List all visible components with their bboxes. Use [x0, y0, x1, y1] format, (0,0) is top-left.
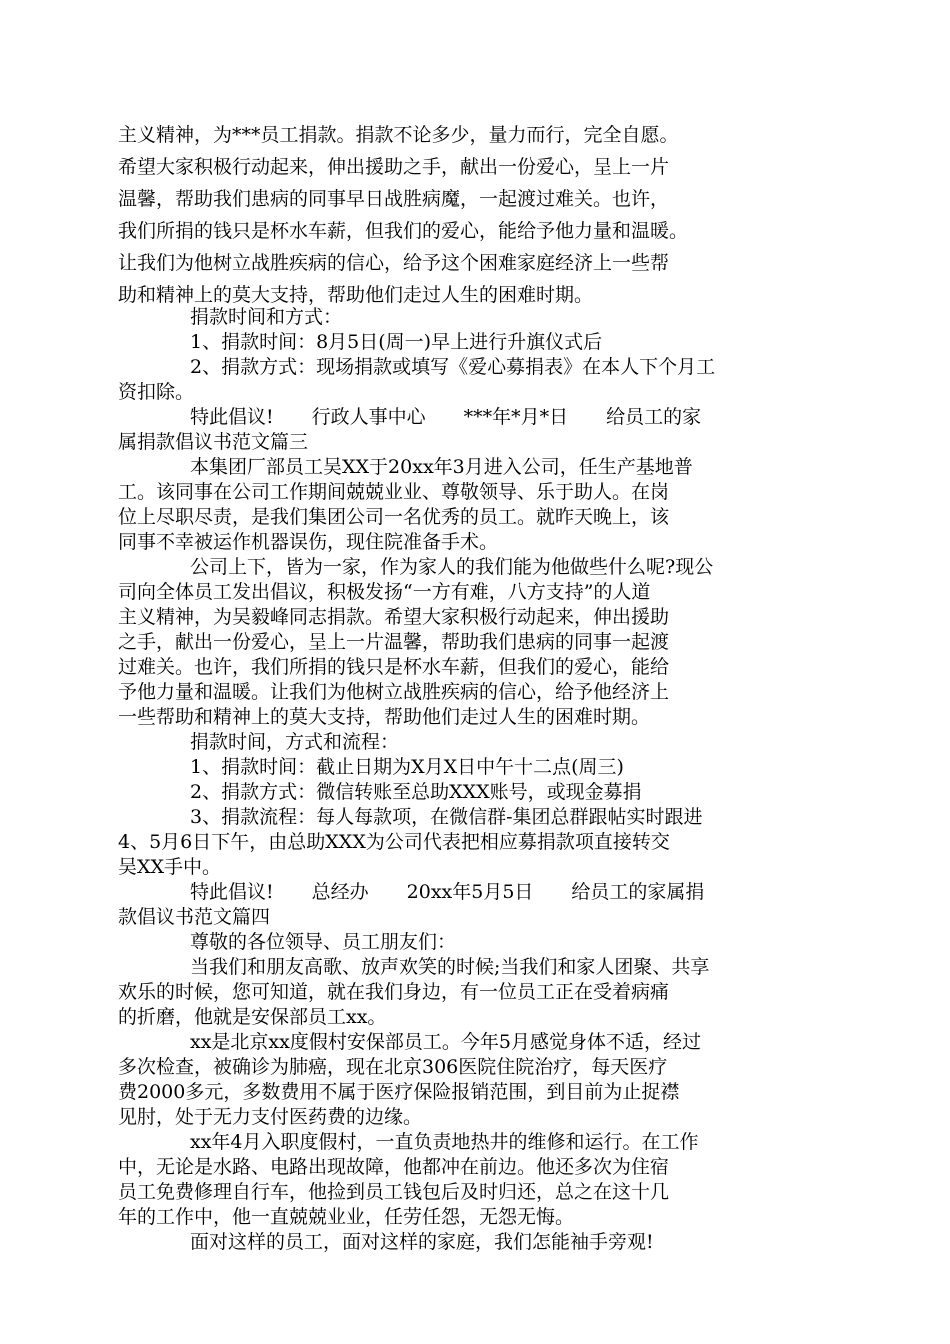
- text-line: 特此倡议! 总经办 20xx年5月5日 给员工的家属捐: [190, 881, 705, 903]
- text-line: xx年4月入职度假村，一直负责地热井的维修和运行。在工作: [190, 1131, 699, 1153]
- text-line: 主义精神，为***员工捐款。捐款不论多少，量力而行，完全自愿。: [118, 124, 679, 146]
- text-line: 资扣除。: [118, 381, 195, 403]
- text-line: 希望大家积极行动起来，伸出援助之手，献出一份爱心，呈上一片: [118, 156, 670, 178]
- text-line: 助和精神上的莫大支持，帮助他们走过人生的困难时期。: [118, 284, 594, 306]
- text-line: 的折磨，他就是安保部员工xx。: [118, 1006, 387, 1028]
- text-line: 之手，献出一份爱心，呈上一片温馨，帮助我们患病的同事一起渡: [118, 631, 670, 653]
- text-line: 吴XX手中。: [118, 856, 222, 878]
- text-line: 中，无论是水路、电路出现故障，他都冲在前边。他还多次为住宿: [118, 1156, 670, 1178]
- text-line: 款倡议书范文篇四: [118, 906, 271, 928]
- text-line: 捐款时间和方式：: [190, 306, 343, 328]
- text-line: 予他力量和温暖。让我们为他树立战胜疾病的信心，给予他经济上: [118, 681, 670, 703]
- text-line: 4、5月6日下午，由总助XXX为公司代表把相应募捐款项直接转交: [118, 831, 670, 853]
- text-line: 尊敬的各位领导、员工朋友们：: [190, 931, 457, 953]
- text-line: 2、捐款方式：微信转账至总助XXX账号，或现金募捐: [190, 781, 642, 803]
- text-line: 一些帮助和精神上的莫大支持，帮助他们走过人生的困难时期。: [118, 706, 651, 728]
- text-line: 温馨，帮助我们患病的同事早日战胜病魔，一起渡过难关。也许，: [118, 188, 670, 210]
- text-line: 见肘，处于无力支付医药费的边缘。: [118, 1106, 423, 1128]
- text-line: 面对这样的员工，面对这样的家庭，我们怎能袖手旁观!: [190, 1231, 654, 1253]
- text-line: 位上尽职尽责，是我们集团公司一名优秀的员工。就昨天晚上，该: [118, 506, 670, 528]
- text-line: 主义精神，为吴毅峰同志捐款。希望大家积极行动起来，伸出援助: [118, 606, 670, 628]
- text-line: 当我们和朋友高歌、放声欢笑的时候;当我们和家人团聚、共享: [190, 956, 710, 978]
- text-line: 捐款时间，方式和流程：: [190, 731, 400, 753]
- text-line: 司向全体员工发出倡议，积极发扬“一方有难，八方支持”的人道: [118, 581, 651, 603]
- text-line: 属捐款倡议书范文篇三: [118, 431, 309, 453]
- text-line: 公司上下，皆为一家，作为家人的我们能为他做些什么呢?现公: [190, 556, 714, 578]
- text-line: 同事不幸被运作机器误伤，现住院准备手术。: [118, 531, 499, 553]
- text-line: 本集团厂部员工吴XX于20xx年3月进入公司，任生产基地普: [190, 456, 693, 478]
- text-line: 1、捐款时间：截止日期为X月X日中午十二点(周三): [190, 756, 624, 778]
- text-line: 过难关。也许，我们所捐的钱只是杯水车薪，但我们的爱心，能给: [118, 656, 670, 678]
- text-line: 费2000多元，多数费用不属于医疗保险报销范围，到目前为止捉襟: [118, 1081, 680, 1103]
- text-line: 3、捐款流程：每人每款项，在微信群-集团总群跟帖实时跟进: [190, 806, 703, 828]
- text-line: 我们所捐的钱只是杯水车薪，但我们的爱心，能给予他力量和温暖。: [118, 220, 689, 242]
- text-line: 1、捐款时间：8月5日(周一)早上进行升旗仪式后: [190, 331, 603, 353]
- text-line: 让我们为他树立战胜疾病的信心，给予这个困难家庭经济上一些帮: [118, 252, 670, 274]
- text-line: 工。该同事在公司工作期间兢兢业业、尊敬领导、乐于助人。在岗: [118, 481, 670, 503]
- text-line: 欢乐的时候，您可知道，就在我们身边，有一位员工正在受着病痛: [118, 981, 670, 1003]
- text-line: 2、捐款方式：现场捐款或填写《爱心募捐表》在本人下个月工: [190, 356, 716, 378]
- text-line: xx是北京xx度假村安保部员工。今年5月感觉身体不适，经过: [190, 1031, 701, 1053]
- text-line: 多次检查，被确诊为肺癌，现在北京306医院住院治疗，每天医疗: [118, 1056, 668, 1078]
- text-line: 特此倡议! 行政人事中心 ***年*月*日 给员工的家: [190, 406, 702, 428]
- text-line: 年的工作中，他一直兢兢业业，任劳任怨，无怨无悔。: [118, 1206, 575, 1228]
- text-line: 员工免费修理自行车，他捡到员工钱包后及时归还，总之在这十几: [118, 1181, 670, 1203]
